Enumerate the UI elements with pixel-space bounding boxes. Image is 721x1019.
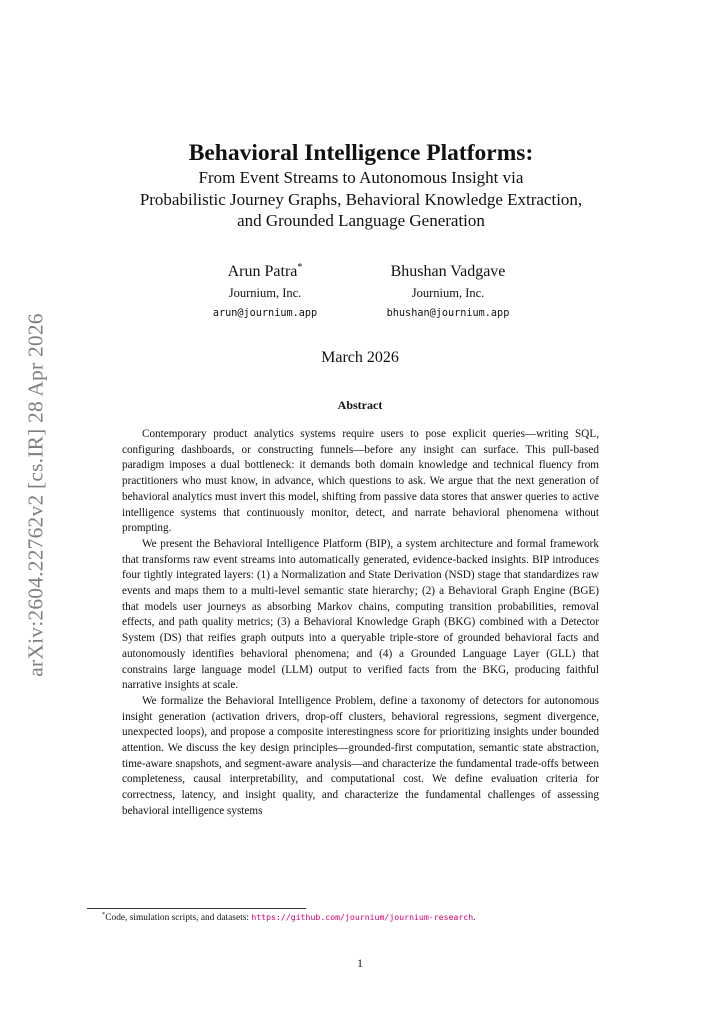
abstract-paragraph: We present the Behavioral Intelligence Platform (BIP), a system architecture and formal framework that transforms raw event streams into automatically generated, evidence-backed insights. BIP introduces four tightly integrated layers: (1) a Normalization and State Derivation (NSD) stage that standardizes raw events and maps them to a multi-level semantic state hierarchy; (2) a Behavioral Graph Engine (BGE) that models user journeys as absorbing Markov chains, computing transition probabilities, removal effects, and path quality metrics; (3) a Behavioral Knowledge Graph (BKG) combined with a Detector System (DS) that reifies graph outputs into a queryable triple-store of grounded behavioral facts and autonomously identifies behavioral phenomena; and (4) a Grounded Language Layer (GLL) that constrains large language model (LLM) output to verified facts from the BKG, producing faithful narrative insights at scale. <box>122 537 599 692</box>
arxiv-identifier: arXiv:2604.22762v2 [cs.IR] 28 Apr 2026 <box>23 313 48 677</box>
paper-subtitle-line: From Event Streams to Autonomous Insight via <box>198 168 524 187</box>
author-affiliation: Journium, Inc. <box>228 286 302 300</box>
abstract-paragraph: Contemporary product analytics systems require users to pose explicit queries—writing SQL, configuring dashboards, or constructing funnels—before any insight can surface. This pull-based paradigm imposes a dual bottleneck: it demands both domain knowledge and technical fluency from practitioners who must know, in advance, which questions to ask. We argue that the next generation of behavioral analytics must invert this model, shifting from passive data stores that answer queries to active intelligence systems that continuously monitor, detect, and narrate behavioral phenomena without prompting. <box>122 428 599 535</box>
abstract-heading: Abstract <box>337 398 383 412</box>
footnote-marker: * <box>102 911 106 918</box>
author-footnote-marker: * <box>297 262 303 273</box>
author-email: arun@journium.app <box>212 308 318 319</box>
paper-subtitle-line: Probabilistic Journey Graphs, Behavioral Knowledge Extraction, <box>139 189 583 209</box>
publication-date: March 2026 <box>321 349 399 366</box>
repository-link[interactable]: https://github.com/journium/journium-research <box>251 912 474 922</box>
footnote <box>102 911 642 925</box>
footnote-divider <box>87 908 306 909</box>
author-name-line <box>338 262 558 281</box>
abstract-body <box>122 427 599 820</box>
author-name: Arun Patra <box>227 263 298 280</box>
author-email: bhushan@journium.app <box>386 308 510 319</box>
footnote-text: Code, simulation scripts, and datasets: <box>105 913 252 923</box>
arxiv-sidebar-stamp <box>18 300 54 690</box>
paper-subtitle-line: and Grounded Language Generation <box>237 211 485 230</box>
author-affiliation: Journium, Inc. <box>411 286 485 300</box>
abstract-paragraph: We formalize the Behavioral Intelligence Problem, define a taxonomy of detectors for autonomous insight generation (activation drivers, drop-off clusters, behavioral regressions, segment divergence, unexpected loops), and propose a composite interestingness score for prioritizing insights under bounded attention. We discuss the key design principles—grounded-first computation, semantic state abstraction, time-aware snapshots, and segment-aware analysis—and characterize the fundamental trade-offs between completeness, causal interpretability, and computational cost. We define evaluation criteria for correctness, latency, and insight quality, and characterize the fundamental challenges of assessing behavioral intelligence systems <box>122 694 599 817</box>
author-block <box>338 262 558 321</box>
title-block <box>104 140 618 232</box>
author-name: Bhushan Vadgave <box>390 263 506 280</box>
page-number: 1 <box>357 956 363 970</box>
footnote-period: . <box>473 913 476 923</box>
paper-title: Behavioral Intelligence Platforms: <box>188 140 534 166</box>
